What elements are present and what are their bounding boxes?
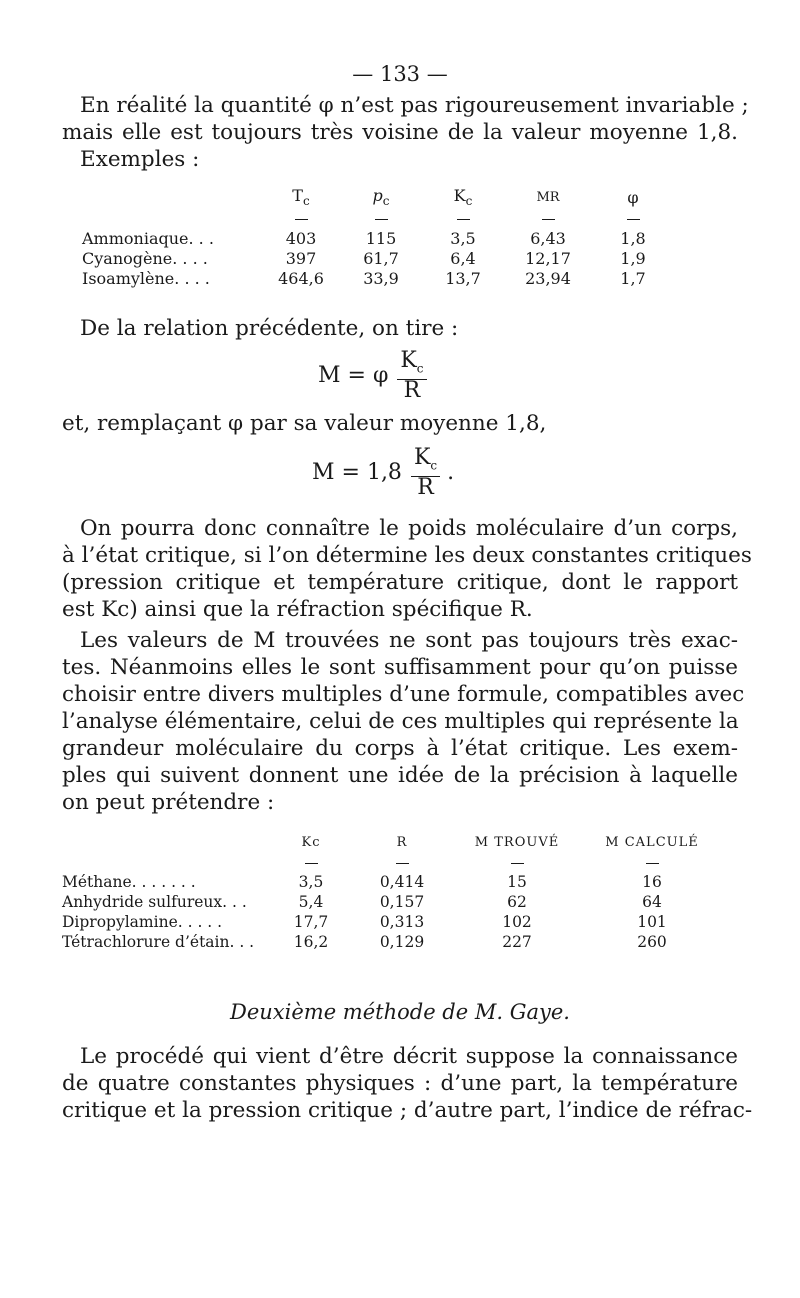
column-header: R <box>396 834 408 850</box>
table-row <box>62 892 722 912</box>
text-line: critique et la pression critique ; d’autre part, l’indice de réfrac- <box>62 1098 753 1123</box>
dash-rule <box>375 219 388 220</box>
cell: 0,313 <box>379 913 425 931</box>
cell: 0,129 <box>379 933 425 951</box>
section-heading: Deuxième méthode de M. Gaye. <box>230 1000 570 1024</box>
table-row <box>62 872 722 892</box>
row-label: Isoamylène. . . . <box>82 268 210 288</box>
text-line: à l’état critique, si l’on détermine les deux constantes critiques <box>62 543 752 568</box>
page-number: — 133 — <box>352 62 448 86</box>
dash-rule <box>305 863 318 864</box>
cell: 3,5 <box>450 228 476 248</box>
paragraph-replacing <box>62 410 738 437</box>
paragraph-relation <box>62 315 738 342</box>
cell: 17,7 <box>293 913 329 931</box>
cell: 6,4 <box>450 248 476 268</box>
table-rule-row <box>82 208 674 228</box>
text-line: De la relation précédente, on tire : <box>80 316 459 341</box>
text-line: On pourra donc connaître le poids moléculaire d’un corps, <box>80 516 738 541</box>
text-line: choisir entre divers multiples d’une formule, compatibles avec <box>62 682 745 707</box>
dash-rule <box>457 219 470 220</box>
column-header: φ <box>627 187 639 207</box>
cell: 1,8 <box>620 228 646 248</box>
cell: 1,7 <box>620 268 646 288</box>
row-label: Cyanogène. . . . <box>82 248 208 268</box>
cell: 5,4 <box>298 893 324 911</box>
cell: 62 <box>507 893 527 911</box>
cell: 101 <box>637 913 667 931</box>
cell: 16 <box>642 873 662 891</box>
fraction-denominator: R <box>417 475 434 501</box>
cell: 397 <box>285 248 317 268</box>
cell: 13,7 <box>445 268 481 288</box>
table-row <box>82 228 674 248</box>
column-header: $T_c$ <box>292 186 310 209</box>
cell: 1,9 <box>620 248 646 268</box>
fraction <box>411 447 440 499</box>
formula-lhs: M = φ <box>318 363 389 389</box>
column-header: Kc <box>301 834 321 850</box>
fraction-numerator: $K_c$ <box>397 350 426 380</box>
cell: 33,9 <box>363 268 399 288</box>
row-label: Ammoniaque. . . <box>82 228 214 248</box>
text-line: grandeur moléculaire du corps à l’état critique. Les exem- <box>62 736 738 761</box>
cell: 102 <box>502 913 532 931</box>
column-header: MR <box>536 189 560 205</box>
formula-m-1-8 <box>312 447 454 499</box>
formula-lhs: M = 1,8 <box>312 460 402 486</box>
paragraph-second-method <box>62 1043 753 1124</box>
table-header-row <box>82 186 674 208</box>
text-line: de quatre constantes physiques : d’une part, la température <box>62 1071 738 1096</box>
column-header: $p_c$ <box>372 186 390 209</box>
text-line: En réalité la quantité φ n’est pas rigoureusement invariable ; <box>80 93 749 118</box>
table-rule-row <box>62 852 722 872</box>
table-row <box>62 912 722 932</box>
cell: 464,6 <box>278 268 324 288</box>
cell: 16,2 <box>293 933 329 951</box>
paragraph-intro <box>62 92 749 173</box>
table-row <box>82 248 674 268</box>
cell: 23,94 <box>525 268 571 288</box>
cell: 403 <box>285 228 317 248</box>
dash-rule <box>646 863 659 864</box>
constants-table <box>82 186 674 288</box>
cell: 0,414 <box>379 873 425 891</box>
text-line: Exemples : <box>80 147 200 172</box>
dash-rule <box>511 863 524 864</box>
examples-table <box>62 832 722 952</box>
cell: 12,17 <box>525 248 571 268</box>
text-line: tes. Néanmoins elles le sont suffisamment pour qu’on puisse <box>62 655 738 680</box>
table-row <box>62 932 722 952</box>
column-header: M TROUVÉ <box>474 834 560 850</box>
fraction-numerator: $K_c$ <box>411 447 440 477</box>
formula-tail: . <box>447 460 455 486</box>
cell: 115 <box>365 228 397 248</box>
text-line: et, remplaçant φ par sa valeur moyenne 1,8, <box>62 411 547 436</box>
fraction <box>397 350 426 402</box>
dash-rule <box>627 219 640 220</box>
text-line: Le procédé qui vient d’être décrit suppose la connaissance <box>80 1044 738 1069</box>
cell: 61,7 <box>363 248 399 268</box>
text-line: mais elle est toujours très voisine de la valeur moyenne 1,8. <box>62 120 738 145</box>
dash-rule <box>396 863 409 864</box>
dash-rule <box>542 219 555 220</box>
formula-m-phi <box>318 350 427 402</box>
table-row <box>82 268 674 288</box>
table-header-row <box>62 832 722 852</box>
cell: 64 <box>642 893 662 911</box>
dash-rule <box>295 219 308 220</box>
row-label: Dipropylamine. . . . . <box>62 913 223 931</box>
column-header: M CALCULÉ <box>605 834 699 850</box>
text-line: l’analyse élémentaire, celui de ces multiples qui représente la <box>62 709 739 734</box>
row-label: Méthane. . . . . . . <box>62 873 196 891</box>
paragraph-molecular-weight <box>62 515 752 623</box>
cell: 260 <box>637 933 667 951</box>
fraction-denominator: R <box>403 378 421 404</box>
text-line: on peut prétendre : <box>62 790 275 815</box>
cell: 3,5 <box>298 873 324 891</box>
text-line: (pression critique et température critique, dont le rapport <box>62 570 738 595</box>
text-line: ples qui suivent donnent une idée de la précision à laquelle <box>62 763 738 788</box>
cell: 227 <box>502 933 532 951</box>
column-header: $K_c$ <box>453 186 473 209</box>
text-line: est Kc) ainsi que la réfraction spécifique R. <box>62 597 533 622</box>
row-label: Tétrachlorure d’étain. . . <box>62 933 255 951</box>
cell: 0,157 <box>379 893 425 911</box>
paragraph-values <box>62 627 745 816</box>
cell: 15 <box>507 873 527 891</box>
row-label: Anhydride sulfureux. . . <box>62 893 247 911</box>
text-line: Les valeurs de M trouvées ne sont pas toujours très exac- <box>80 628 738 653</box>
cell: 6,43 <box>530 228 566 248</box>
